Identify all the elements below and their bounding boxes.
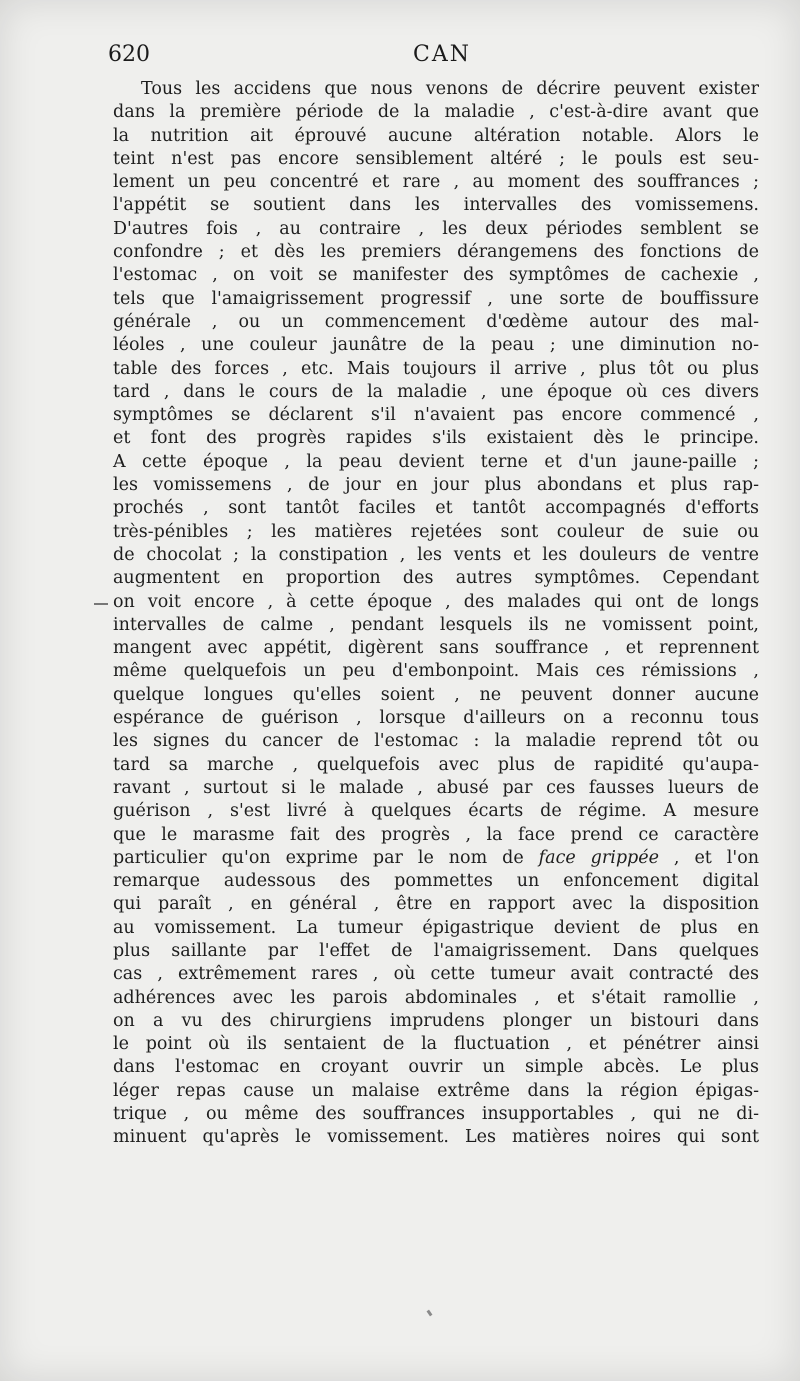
- text-line: au vomissement. La tumeur épigastrique devient de plus en: [113, 917, 759, 938]
- text-line: intervalles de calme , pendant lesquels ils ne vomissent point,: [113, 614, 759, 635]
- text-line: même quelquefois un peu d'embonpoint. Mais ces rémissions ,: [113, 661, 759, 682]
- page-header: [108, 42, 758, 74]
- text-line-mixed: [113, 847, 759, 870]
- text-line: générale , ou un commencement d'œdème autour des mal-: [113, 311, 759, 332]
- text-line: cas , extrêmement rares , où cette tumeur avait contracté des: [113, 964, 759, 985]
- text-line: les signes du cancer de l'estomac : la maladie reprend tôt ou: [113, 731, 759, 752]
- text-line: dans l'estomac en croyant ouvrir un simple abcès. Le plus: [113, 1057, 759, 1078]
- text-line: léoles , une couleur jaunâtre de la peau ; une diminution no-: [113, 335, 759, 356]
- text-line: les vomissemens , de jour en jour plus abondans et plus rap-: [113, 475, 759, 496]
- text-line: et font des progrès rapides s'ils existaient dès le principe.: [113, 428, 759, 449]
- paper-speck: [427, 1310, 433, 1317]
- text-line: confondre ; et dès les premiers dérangemens des fonctions de: [113, 242, 759, 263]
- text-line: A cette époque , la peau devient terne et d'un jaune-paille ;: [113, 451, 759, 472]
- text-line: que le marasme fait des progrès , la face prend ce caractère: [113, 824, 759, 845]
- text-line: Tous les accidens que nous venons de décrire peuvent exister: [141, 79, 759, 99]
- text-line: D'autres fois , au contraire , les deux périodes semblent se: [113, 218, 759, 239]
- text-line: remarque audessous des pommettes un enfoncement digital: [113, 871, 759, 892]
- text-line: table des forces , etc. Mais toujours il arrive , plus tôt ou plus: [113, 358, 759, 379]
- text-line: le point où ils sentaient de la fluctuation , et pénétrer ainsi: [113, 1034, 759, 1055]
- text-line: tard sa marche , quelquefois avec plus de rapidité qu'aupa-: [113, 754, 759, 775]
- margin-mark: [94, 603, 108, 605]
- running-head: CAN: [413, 42, 471, 67]
- text-line: tard , dans le cours de la maladie , une époque où ces divers: [113, 381, 759, 402]
- text-line: guérison , s'est livré à quelques écarts de régime. A mesure: [113, 801, 759, 822]
- text-segment: , et l'on: [658, 847, 759, 868]
- text-line: on voit encore , à cette époque , des malades qui ont de longs: [113, 591, 759, 612]
- text-line: plus saillante par l'effet de l'amaigrissement. Dans quelques: [113, 940, 759, 961]
- text-line: l'estomac , on voit se manifester des symptômes de cachexie ,: [113, 265, 759, 286]
- text-line: prochés , sont tantôt faciles et tantôt accompagnés d'efforts: [113, 498, 759, 519]
- text-line: qui paraît , en général , être en rapport avec la disposition: [113, 894, 759, 915]
- text-line: lement un peu concentré et rare , au moment des souffrances ;: [113, 172, 759, 193]
- text-line: très-pénibles ; les matières rejetées sont couleur de suie ou: [113, 521, 759, 542]
- text-line: de chocolat ; la constipation , les vents et les douleurs de ventre: [113, 544, 759, 565]
- text-line: dans la première période de la maladie , c'est-à-dire avant que: [113, 102, 759, 123]
- text-line: l'appétit se soutient dans les intervalles des vomissemens.: [113, 195, 759, 216]
- text-line: mangent avec appétit, digèrent sans souffrance , et reprennent: [113, 638, 759, 659]
- text-line: teint n'est pas encore sensiblement altéré ; le pouls est seu-: [113, 148, 759, 169]
- text-line: on a vu des chirurgiens imprudens plonger un bistouri dans: [113, 1010, 759, 1031]
- text-segment: particulier qu'on exprime par le nom de: [113, 847, 539, 868]
- text-line: ravant , surtout si le malade , abusé par ces fausses lueurs de: [113, 777, 759, 798]
- text-line: augmentent en proportion des autres symptômes. Cependant: [113, 568, 759, 589]
- text-line: léger repas cause un malaise extrême dans la région épigas-: [113, 1080, 759, 1101]
- page-number: 620: [108, 42, 150, 67]
- text-line: minuent qu'après le vomissement. Les matières noires qui sont: [113, 1127, 759, 1148]
- text-line: la nutrition ait éprouvé aucune altération notable. Alors le: [113, 125, 759, 146]
- text-line: adhérences avec les parois abdominales , et s'était ramollie ,: [113, 987, 759, 1008]
- text-line: trique , ou même des souffrances insupportables , qui ne di-: [113, 1104, 759, 1125]
- body-text: [113, 78, 759, 1150]
- text-line: quelque longues qu'elles soient , ne peuvent donner aucune: [113, 684, 759, 705]
- text-line: tels que l'amaigrissement progressif , une sorte de bouffissure: [113, 288, 759, 309]
- italic-term: face grippée: [538, 847, 659, 868]
- text-line: espérance de guérison , lorsque d'ailleurs on a reconnu tous: [113, 708, 759, 729]
- text-line: symptômes se déclarent s'il n'avaient pas encore commencé ,: [113, 405, 759, 426]
